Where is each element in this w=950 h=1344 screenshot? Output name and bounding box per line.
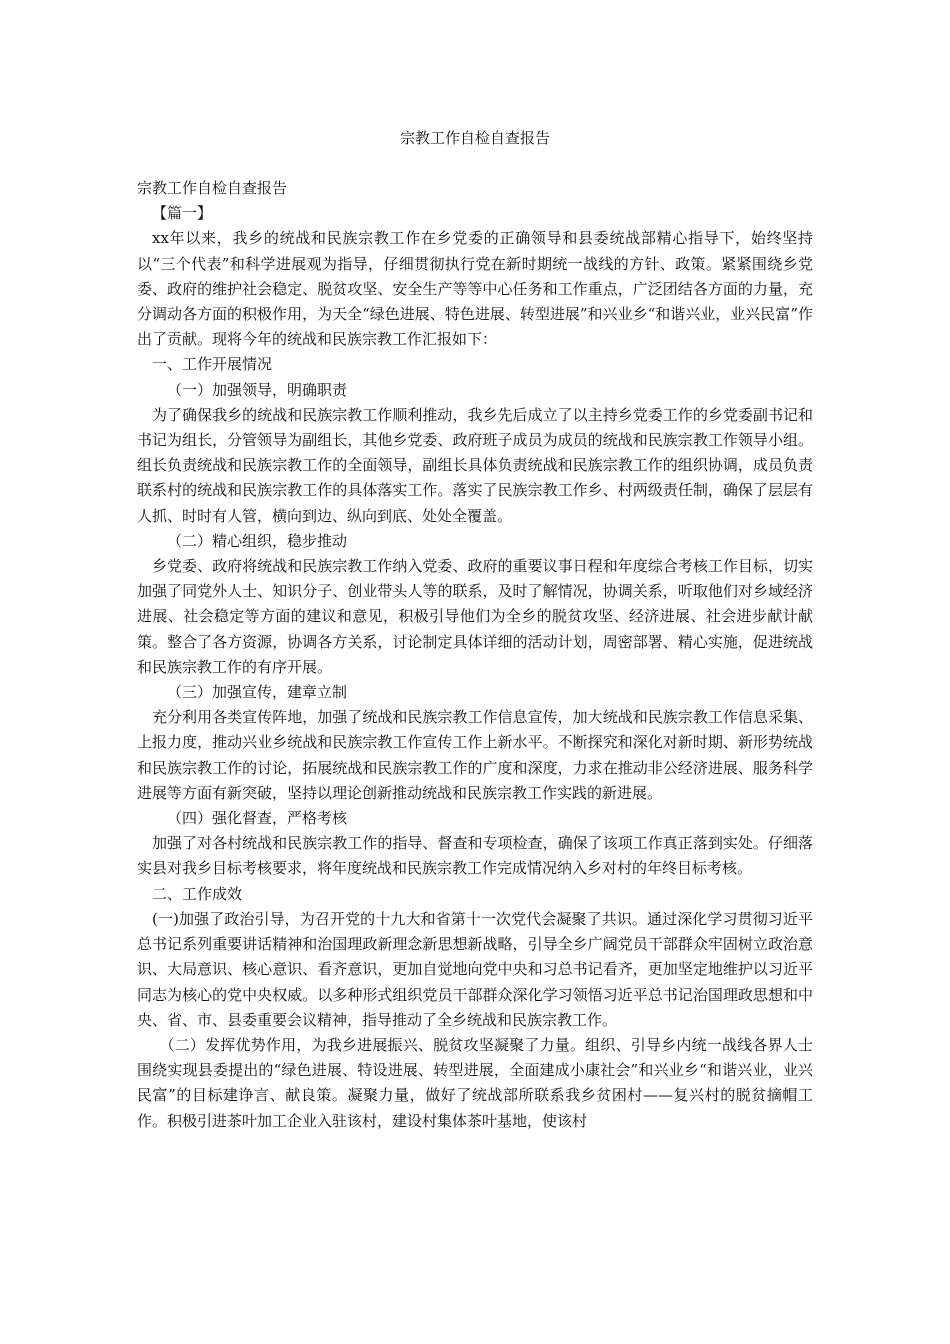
part-label: 【篇一】 <box>152 204 213 223</box>
subsection-heading-1-1: （一）加强领导，明确职责 <box>167 380 348 399</box>
paragraph-supervision: 加强了对各村统战和民族宗教工作的指导、督查和专项检查，确保了该项工作真正落到实处。仔细落实县对我乡目标考核要求，将年度统战和民族宗教工作完成情况纳入乡对村的年终目标考核。 <box>137 834 813 878</box>
paragraph-organization: 乡党委、政府将统战和民族宗教工作纳入党委、政府的重要议事日程和年度综合考核工作目标，切实加强了同党外人士、知识分子、创业带头人等的联系，及时了解情况，协调关系，听取他们对乡域经济进展、社会稳定等方面的建议和意见，积极引导他们为全乡的脱贫攻坚、经济进展、社会进步献计献策。整合了各方资源，协调各方关系，讨论制定具体详细的活动计划，周密部署、精心实施，促进统战和民族宗教工作的有序开展。 <box>137 557 813 676</box>
intro-paragraph: xx年以来，我乡的统战和民族宗教工作在乡党委的正确领导和县委统战部精心指导下，始终坚持以“三个代表”和科学进展观为指导，仔细贯彻执行党在新时期统一战线的方针、政策。紧紧围绕乡党委、政府的维护社会稳定、脱贫攻坚、安全生产等等中心任务和工作重点，广泛团结各方面的力量，充分调动各方面的积极作用，为天全“绿色进展、特色进展、转型进展”和兴业乡“和谐兴业，业兴民富”作出了贡献。现将今年的统战和民族宗教工作汇报如下： <box>137 229 813 349</box>
document-body <box>137 176 813 1134</box>
subsection-heading-1-4: （四）强化督查，严格考核 <box>167 809 348 828</box>
paragraph-advantages: （二）发挥优势作用，为我乡进展振兴、脱贫攻坚凝聚了力量。组织、引导乡内统一战线各界人士围绕实现县委提出的“绿色进展、特设进展、转型进展，全面建成小康社会”和兴业乡“和谐兴业，业兴民富”的目标建诤言、献良策。凝聚力量，做好了统战部所联系我乡贫困村——复兴村的脱贫摘帽工作。积极引进茶叶加工企业入驻该村，建设村集体茶叶基地，使该村 <box>137 1035 813 1130</box>
subsection-heading-1-3: （三）加强宣传，建章立制 <box>167 683 348 702</box>
paragraph-political-guidance: (一)加强了政治引导，为召开党的十九大和省第十一次党代会凝聚了共识。通过深化学习贯彻习近平总书记系列重要讲话精神和治国理政新理念新思想新战略，引导全乡广阔党员干部群众牢固树立政治意识、大局意识、核心意识、看齐意识，更加自觉地向党中央和习总书记看齐，更加坚定地维护以习近平同志为核心的党中央权威。以多种形式组织党员干部群众深化学习领悟习近平总书记治国理政思想和中央、省、市、县委重要会议精神，指导推动了全乡统战和民族宗教工作。 <box>137 909 813 1029</box>
section-heading-2: 二、工作成效 <box>152 884 243 903</box>
document-title: 宗教工作自检自查报告 <box>399 129 550 147</box>
subsection-heading-1-2: （二）精心组织，稳步推动 <box>167 531 348 550</box>
section-heading-1: 一、工作开展情况 <box>152 355 273 374</box>
paragraph-publicity: 充分利用各类宣传阵地，加强了统战和民族宗教工作信息宣传，加大统战和民族宗教工作信息采集、上报力度，推动兴业乡统战和民族宗教工作宣传工作上新水平。不断探究和深化对新时期、新形势统战和民族宗教工作的讨论，拓展统战和民族宗教工作的广度和深度，力求在推动非公经济进展、服务科学进展等方面有新突破，坚持以理论创新推动统战和民族宗教工作实践的新进展。 <box>137 708 813 802</box>
document-subtitle: 宗教工作自检自查报告 <box>137 179 288 197</box>
paragraph-leadership: 为了确保我乡的统战和民族宗教工作顺利推动，我乡先后成立了以主持乡党委工作的乡党委副书记和书记为组长，分管领导为副组长，其他乡党委、政府班子成员为成员的统战和民族宗教工作领导小组。组长负责统战和民族宗教工作的全面领导，副组长具体负责统战和民族宗教工作的组织协调，成员负责联系村的统战和民族宗教工作的具体落实工作。落实了民族宗教工作乡、村两级责任制，确保了层层有人抓、时时有人管，横向到边、纵向到底、处处全覆盖。 <box>137 405 813 525</box>
